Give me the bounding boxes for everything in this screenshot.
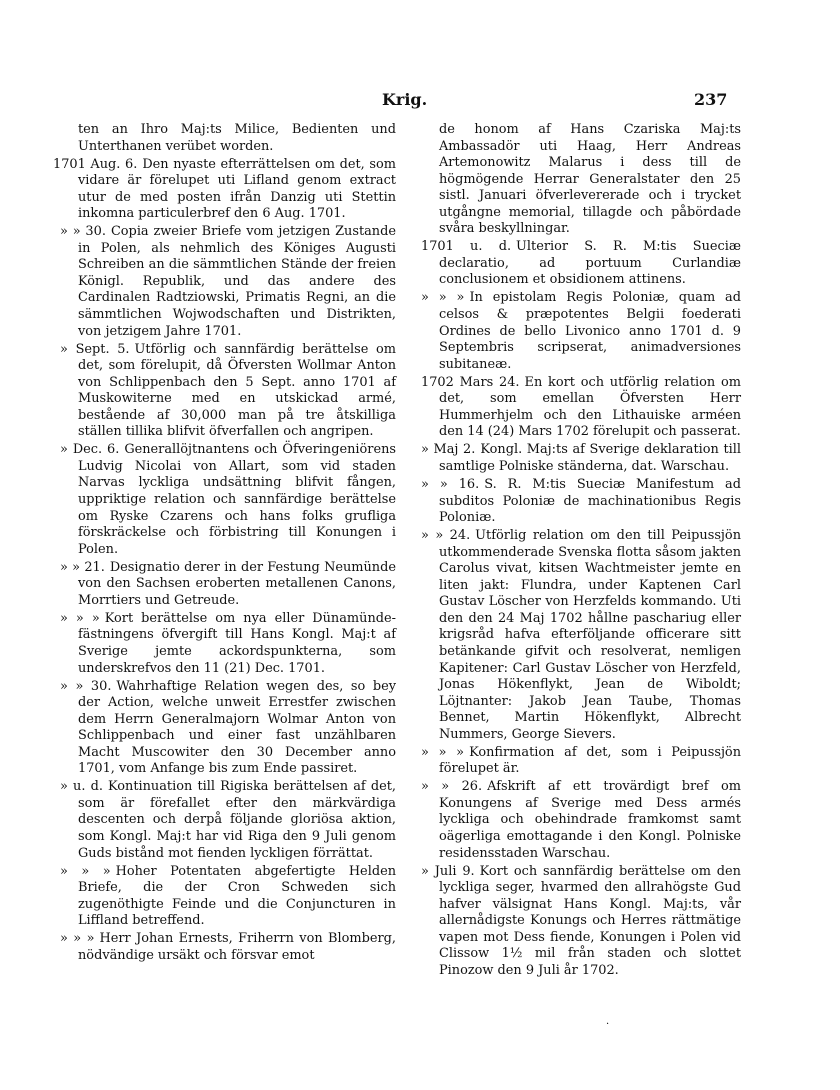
- entry-date: 1701 u. d.: [421, 239, 512, 255]
- entry-text: ten an Ihro Maj:ts Milice, Bedienten und Unterthanen verübet worden.: [78, 122, 396, 154]
- entry-text: Den nyaste efterrättelsen om det, som vidare är förelupet uti Lifland genom extract utur de med posten ifrån Danzig uti Stettin inkomna particulerbref den 6 Aug. 1701.: [78, 156, 396, 222]
- list-item: [421, 375, 741, 441]
- entry-date: » » »: [421, 744, 465, 760]
- entry-date: » » »: [60, 931, 95, 947]
- list-item: [60, 122, 396, 155]
- entry-date: » » 24.: [421, 528, 471, 544]
- entry-date: » » »: [60, 863, 111, 879]
- list-item: [60, 931, 396, 964]
- list-item: [53, 157, 396, 223]
- list-item: [60, 342, 396, 441]
- entry-date: » u. d.: [60, 779, 103, 795]
- page-header: [0, 90, 840, 114]
- list-item: [421, 779, 741, 862]
- list-item: [421, 864, 741, 980]
- entry-text: Ulterior S. R. M:tis Sueciæ declaratio, ad portuum Curlandiæ conclusionem et obsidionem attinens.: [439, 239, 741, 288]
- list-item: [421, 745, 741, 778]
- entry-text: Afskrift af ett trovärdigt bref om Konungens af Sverige med Dess armés lyckliga och obehindrade framkomst samt oägerliga emottagande i den Kongl. Polniske residensstaden Warschau.: [439, 779, 741, 861]
- entry-text: Kort och sannfärdig berättelse om den lyckliga seger, hvarmed den allrahögste Gud hafver välsignat Hans Kongl. Maj:ts, vår allernådigste Konungs och Herres rättmätige vapen mot Dess fiende, Konungen i Polen vid Clissow 1½ mil från staden och slottet Pinozow den 9 Juli år 1702.: [439, 863, 741, 978]
- entry-date: » » 16.: [421, 476, 480, 492]
- entry-text: Kontinuation till Rigiska berättelsen af det, som är förefallet efter den märkvärdiga descenten och derpå följande gloriösa aktion, som Kongl. Maj:t har vid Riga den 9 Juli genom Guds bistånd mot fienden lyckligen förrättat.: [78, 779, 396, 861]
- entry-text: In epistolam Regis Poloniæ, quam ad celsos & præpotentes Belgii foederati Ordines de bello Livonico anno 1701 d. 9 Septembris scripserat, animadversiones subitaneæ.: [439, 290, 741, 372]
- entry-date: » » 30.: [60, 678, 112, 694]
- running-title: Krig.: [382, 90, 428, 109]
- list-item: [60, 779, 396, 862]
- entry-text: Utförlig och sannfärdig berättelse om det, som förelupit, då Öfversten Wollmar Anton von Schlippenbach den 5 Sept. anno 1701 af Muskowiterne med en utskickad armé, bestående af 30,000 man på tre åtskilliga ställen tillika blifvit öfverfallen och angripen.: [78, 341, 396, 440]
- list-item: [421, 477, 741, 527]
- entry-date: » » 21.: [60, 559, 105, 575]
- list-item: [421, 290, 741, 373]
- entry-text: Designatio derer in der Festung Neumünde von den Sachsen eroberten metallenen Canons, Morrtiers und Getreude.: [78, 559, 396, 608]
- list-item: [421, 122, 741, 238]
- entry-date: » Maj 2.: [421, 442, 476, 458]
- entry-date: » Juli 9.: [421, 863, 475, 879]
- entry-text: Generallöjtnantens och Öfveringeniörens Ludvig Nicolai von Allart, som vid staden Narvas lyckliga undsättning blifvit fången, uppriktige relation och sannfärdige berättelse om Ryske Czarens och hans folks grufliga förskräckelse och förbistring till Konungen i Polen.: [78, 442, 396, 557]
- list-item: [60, 560, 396, 610]
- entry-text: Wahrhaftige Relation wegen des, so bey der Action, welche unweit Errestfer zwischen dem Herrn Generalmajorn Wolmar Anton von Schlippenbach und einer fast unzählbaren Macht Muscowiter den 30 December anno 1701, vom Anfange bis zum Ende passiret.: [78, 678, 396, 777]
- entry-text: Konfirmation af det, som i Peipussjön förelupet är.: [439, 744, 741, 777]
- entry-date: 1702 Mars 24.: [421, 374, 520, 390]
- entry-text: Kort berättelse om nya eller Dünamünde-fästningens öfvergift till Hans Kongl. Maj:t af Sverige jemte ackordspunkterna, som underskrefvos den 11 (21) Dec. 1701.: [78, 610, 396, 676]
- list-item: [60, 679, 396, 778]
- list-item: [421, 528, 741, 743]
- entry-text: S. R. M:tis Sueciæ Manifestum ad subditos Poloniæ de machinationibus Regis Poloniæ.: [439, 476, 741, 526]
- left-column: [53, 122, 397, 984]
- list-item: [60, 442, 396, 558]
- entry-date: » » 26.: [421, 779, 483, 795]
- entry-date: » » »: [60, 610, 100, 626]
- page-number: 237: [694, 90, 728, 109]
- entry-date: » » 30.: [60, 224, 106, 240]
- list-item: [421, 239, 741, 289]
- entry-date: » Sept. 5.: [60, 341, 130, 357]
- entry-text: Utförlig relation om den till Peipussjön utkommenderade Svenska flotta såsom jakten Carolus vivat, kitsen Wachtmeister jemte en liten jakt: Flundra, under Kaptenen Carl Gustav Löscher von Herzfelds kommando. Uti den den 24 Maj 1702 hållne paschariug eller krigsråd hafva efterföljande officerare sitt betänkande gifvit och resolverat, nemligen Kapitener: Carl Gustav Löscher von Herzfeld, Jonas Hökenflykt, Jean de Wiboldt; Löjtnanter: Jakob Jean Taube, Thomas Bennet, Martin Hökenflykt, Albrecht Nummers, George Sievers.: [439, 528, 741, 742]
- list-item: [60, 864, 396, 930]
- list-item: [60, 611, 396, 677]
- entry-text: Herr Johan Ernests, Friherrn von Blomberg, nödvändige ursäkt och försvar emot: [78, 931, 397, 963]
- entry-date: 1701 Aug. 6.: [53, 156, 138, 172]
- entry-date: » » »: [421, 290, 465, 306]
- entry-date: » Dec. 6.: [60, 442, 120, 458]
- footer-mark: ·: [606, 1019, 610, 1030]
- list-item: [60, 966, 396, 983]
- list-item: [60, 224, 396, 340]
- list-item: [421, 442, 741, 475]
- list-item: [421, 981, 741, 998]
- entry-text: Copia zweier Briefe vom jetzigen Zustande in Polen, als nehmlich des Königes Augusti Schreiben an die sämmtlichen Stände der freien Königl. Republik, und das andere des Cardinalen Radtziowski, Primatis Regni, an die sämmtlichen Wojwodschaften und Distrikten, von jetzigem Jahre 1701.: [78, 224, 396, 339]
- right-column: [421, 122, 741, 999]
- entry-text: de honom af Hans Czariska Maj:ts Ambassadör uti Haag, Herr Andreas Artemonowitz Malarus i dess till de högmögende Herrar Generalstater den 25 sistl. Januari öfverlevererade och i trycket utgångne memorial, tillagde och påbördade svåra beskyllningar.: [439, 122, 741, 237]
- entry-text: En kort och utförlig relation om det, som emellan Öfversten Herr Hummerhjelm och den Lithauiske arméen den 14 (24) Mars 1702 förelupit och passerat.: [439, 374, 741, 440]
- entry-text: Kongl. Maj:ts af Sverige deklaration till samtlige Polniske ständerna, dat. Warschau.: [439, 442, 741, 474]
- entry-text: Hoher Potentaten abgefertigte Helden Briefe, die der Cron Schweden sich zugenöthigte Feinde und die Conjuncturen in Liffland betreffend.: [78, 863, 396, 929]
